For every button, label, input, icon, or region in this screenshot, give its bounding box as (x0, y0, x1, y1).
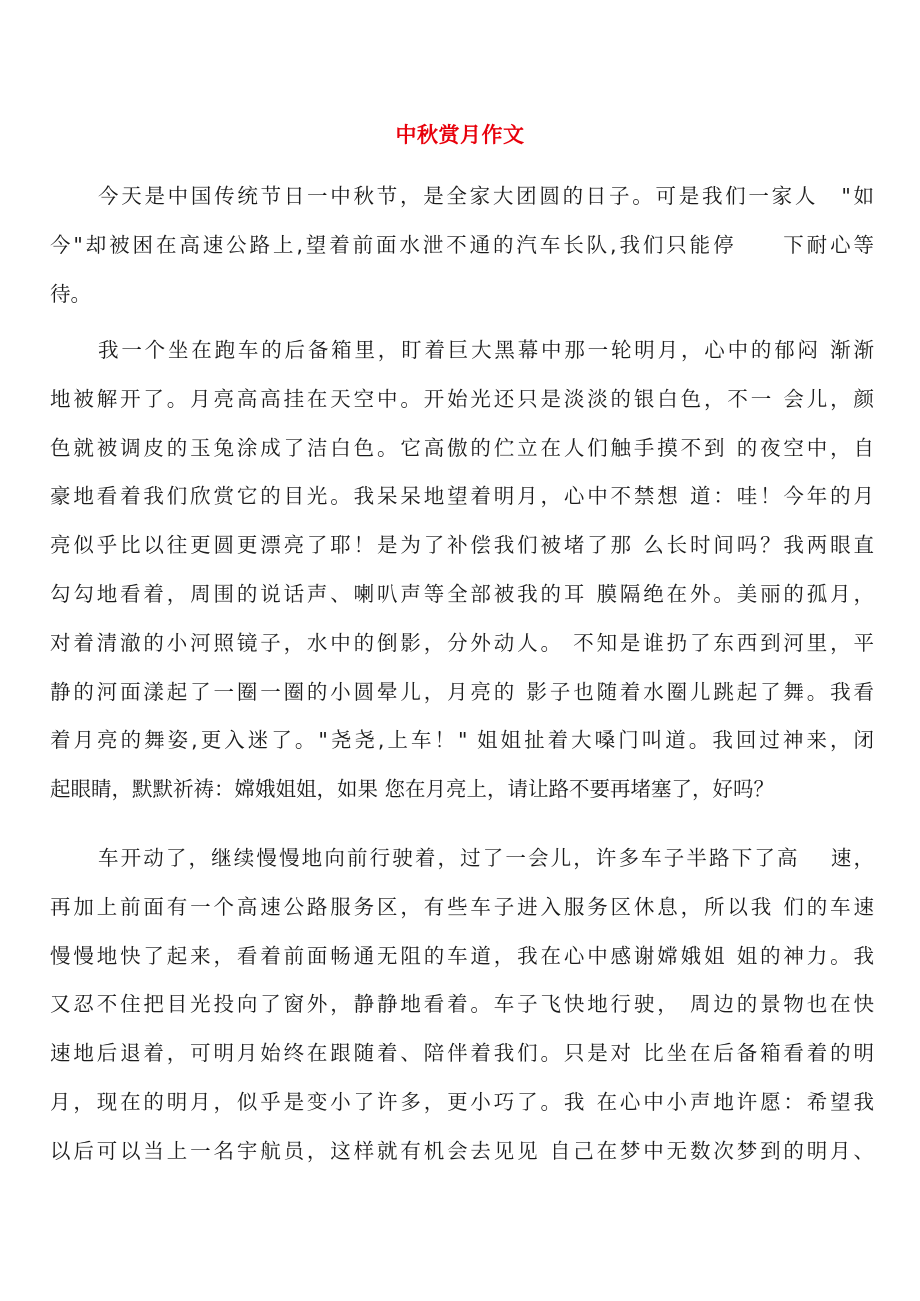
text-line: 亮似乎比以往更圆更漂亮了耶！是为了补偿我们被堵了那 么长时间吗？我两眼直 (50, 533, 874, 558)
text-line: 以后可以当上一名宇航员，这样就有机会去见见 自己在梦中无数次梦到的明月、 (50, 1138, 874, 1163)
text-line: 对着清澈的小河照镜子，水中的倒影，分外动人。 不知是谁扔了东西到河里，平 (50, 630, 874, 655)
paragraph-1 (50, 172, 874, 318)
text-line: 地被解开了。月亮高高挂在天空中。开始光还只是淡淡的银白色，不一 会儿，颜 (50, 386, 874, 411)
text-line: 车开动了，继续慢慢地向前行驶着，过了一会儿，许多车子半路下了高 速， (98, 846, 874, 870)
text-line: 速地后退着，可明月始终在跟随着、陪伴着我们。只是对 比坐在后备箱看着的明 (50, 1041, 874, 1066)
text-line: 再加上前面有一个高速公路服务区，有些车子进入服务区休息，所以我 们的车速 (50, 894, 874, 919)
text-line: 色就被调皮的玉兔涂成了洁白色。它高傲的伫立在人们触手摸不到 的夜空中，自 (50, 435, 874, 460)
text-line: 今"却被困在高速公路上,望着前面水泄不通的汽车长队,我们只能停 下耐心等 (50, 232, 874, 257)
text-line: 起眼睛，默默祈祷：嫦娥姐姐，如果 您在月亮上，请让路不要再堵塞了，好吗？ (50, 777, 775, 802)
text-line: 我一个坐在跑车的后备箱里，盯着巨大黑幕中那一轮明月，心中的郁闷 渐渐 (98, 338, 874, 362)
text-line: 月，现在的明月，似乎是变小了许多，更小巧了。我 在心中小声地许愿：希望我 (50, 1089, 874, 1114)
text-line: 今天是中国传统节日一中秋节，是全家大团圆的日子。可是我们一家人 "如 (98, 184, 874, 208)
text-line: 静的河面漾起了一圈一圈的小圆晕儿，月亮的 影子也随着水圈儿跳起了舞。我看 (50, 679, 874, 704)
text-line: 又忍不住把目光投向了窗外，静静地看着。车子飞快地行驶， 周边的景物也在快 (50, 992, 874, 1017)
paragraph-2 (50, 326, 874, 814)
text-line: 豪地看着我们欣赏它的目光。我呆呆地望着明月，心中不禁想 道：哇！今年的月 (50, 484, 874, 509)
document-title: 中秋赏月作文 (395, 123, 525, 147)
paragraph-3 (50, 834, 874, 1176)
text-line: 待。 (50, 281, 91, 306)
text-line: 着月亮的舞姿,更入迷了。"尧尧,上车！" 姐姐扯着大嗓门叫道。我回过神来，闭 (50, 728, 874, 753)
text-line: 勾勾地看着，周围的说话声、喇叭声等全部被我的耳 膜隔绝在外。美丽的孤月， (50, 581, 874, 606)
text-line: 慢慢地快了起来，看着前面畅通无阻的车道，我在心中感谢嫦娥姐 姐的神力。我 (50, 943, 874, 968)
